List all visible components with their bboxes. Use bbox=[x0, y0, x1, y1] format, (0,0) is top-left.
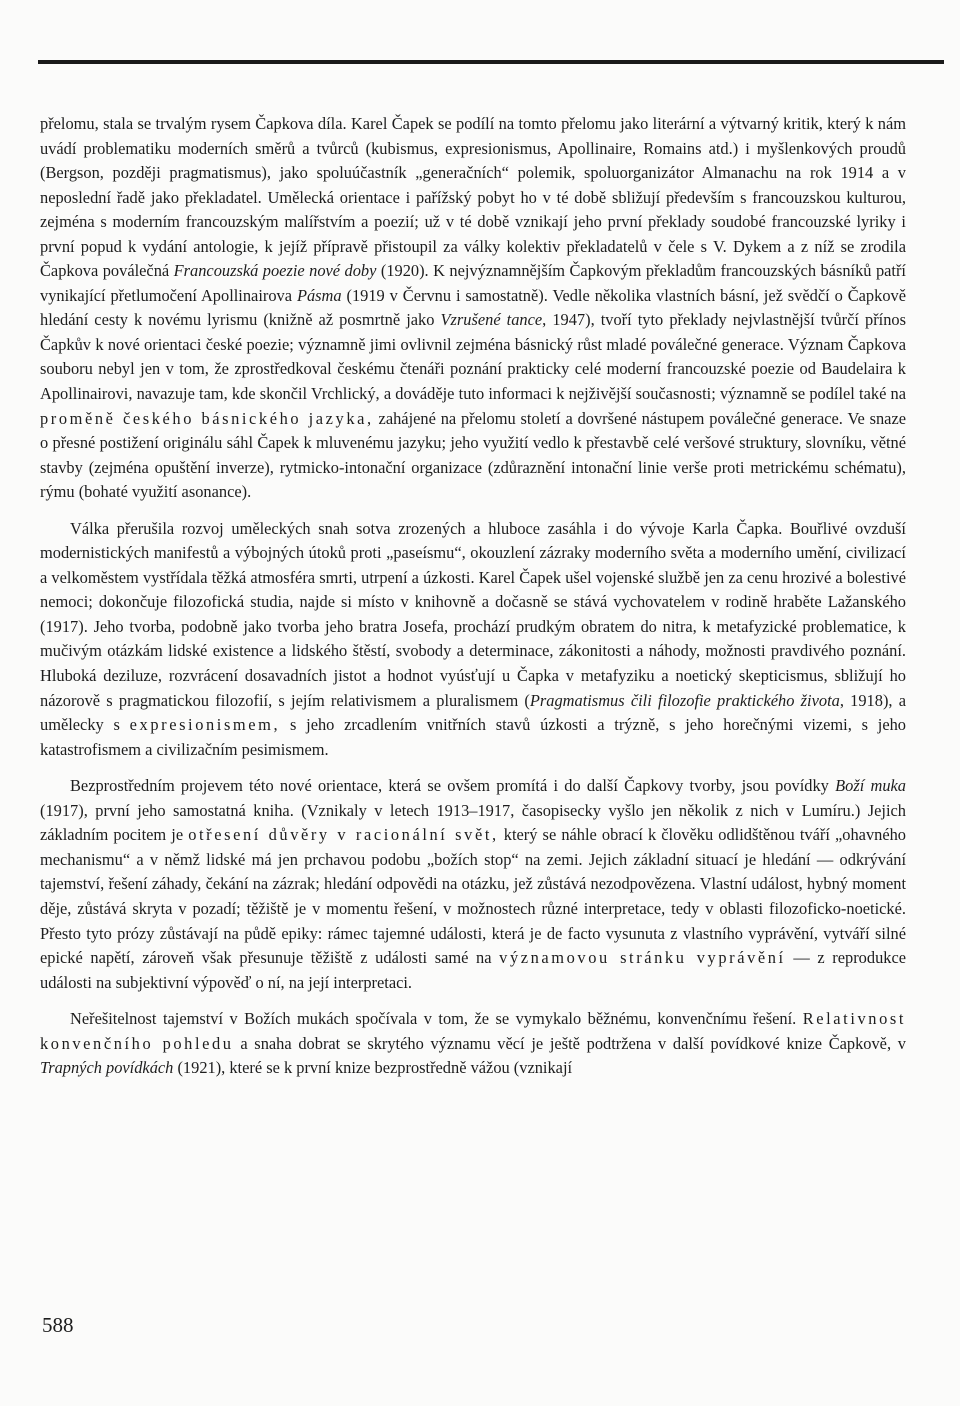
text-run: (1919 v Červnu i samostatně). Vedle několika vlastních básní, jež svědčí o Čapkově hledání cesty k novému lyrismu (knižně až posmrtně jako bbox=[40, 285, 906, 330]
paragraph bbox=[40, 1007, 906, 1081]
spaced-emphasis: Relativnost konvenčního pohledu bbox=[40, 1009, 906, 1053]
text-run: Neřešitelnost tajemství v Božích mukách spočívala v tom, že se vymykalo běžnému, konvenčnímu řešení. bbox=[70, 1009, 803, 1029]
paragraph bbox=[40, 517, 906, 762]
text-run: (1920). K nejvýznamnějším Čapkovým překladům francouzských básníků patří vynikající přetlumočení Apollinairova bbox=[40, 261, 906, 305]
text-run: , 1918), a umělecky s bbox=[40, 690, 907, 735]
text-run: a snaha dobrat se skrytého významu věcí je ještě podtržena v další povídkové knize Čapkově, v bbox=[233, 1033, 906, 1053]
top-rule bbox=[38, 60, 944, 64]
text-run: — z reprodukce události na subjektivní výpověď o ní, na její interpretaci. bbox=[40, 948, 907, 992]
italic-title: Francouzská poezie nové doby bbox=[173, 261, 377, 281]
spaced-emphasis: významovou stránku vyprávění bbox=[499, 948, 786, 968]
text-run: , 1947), tvoří tyto překlady nejvlastnější tvůrčí přínos Čapkův k nové orientaci české poezie; významně jimi ovlivnil zejména básnický růst mladé poválečné generace. Význam Čapkova souboru nebyl jen v tom, že zprostředkoval českému čtenáři poznání prakticky celé moderní francouzské poezie od Baudelaira k Apollinairovi, navazuje tam, kde skončil Vrchlický, a dováděje tuto informaci k nejživější současnosti; významně se podílel také na bbox=[40, 310, 907, 404]
text-run: zahájené na přelomu století a dovršené nástupem poválečné generace. Ve snaze o přesné postižení originálu sáhl Čapek k mluvenému jazyku; jeho využití vedlo k přestavbě celé veršové struktury, slovníku, větné stavby (zejména opuštění inverze), rytmicko-intonační organizace (zdůraznění intonační linie verše proti metrickému schématu), rýmu (bohaté využití asonance). bbox=[40, 408, 906, 502]
paragraph bbox=[40, 774, 906, 995]
body-text bbox=[40, 112, 906, 1081]
text-run: (1917), první jeho samostatná kniha. (Vznikaly v letech 1913–1917, časopisecky vyšlo jen několik z nich v Lumíru.) Jejich základním pocitem je bbox=[40, 800, 906, 845]
page-number: 588 bbox=[42, 1313, 74, 1337]
text-run: přelomu, stala se trvalým rysem Čapkova díla. Karel Čapek se podílí na tomto přelomu jako literární a výtvarný kritik, který k nám uvádí problematiku moderních směrů a tvůrců (kubismus, expresionismus, Apollinaire, Romains atd.) i myšlenkových proudů (Bergson, později pragmatismus), jako spoluúčastník „generačních“ polemik, spoluorganizátor Almanachu na rok 1914 a v neposlední řadě jako překladatel. Umělecká orientace i pařížský pobyt ho v té době sbližují především s francouzskou kulturou, zejména s moderním francouzským malířstvím a poezií; už v té době vznikají jeho první překlady soudobé francouzské lyriky i první popud k vydání antologie, k jejíž přípravě přistoupil za války kolektiv překladatelů v čele s V. Dykem a z níž se zrodila Čapkova poválečná bbox=[40, 114, 906, 281]
text-run: s jeho zrcadlením vnitřních stavů úzkosti a trýzně, s jeho horečnými vizemi, s jeho katastrofismem a civilizačním pesimismem. bbox=[40, 715, 906, 759]
spaced-emphasis: otřesení důvěry v racionální svět, bbox=[188, 825, 499, 845]
italic-title: Trapných povídkách bbox=[40, 1058, 174, 1078]
italic-title: Boží muka bbox=[835, 776, 906, 796]
text-run: Bezprostředním projevem této nové orientace, která se ovšem promítá i do další Čapkovy tvorby, jsou povídky bbox=[70, 776, 836, 796]
italic-title: Pragmatismus čili filozofie praktického života bbox=[529, 690, 840, 710]
spaced-emphasis: proměně českého básnického jazyka, bbox=[40, 408, 374, 428]
spaced-emphasis: expresionismem, bbox=[129, 715, 281, 735]
text-run: který se náhle obrací k člověku odlidštěnou tváří „ohavného mechanismu“ a v němž lidské má jen prchavou podobu „božích stop“ na zemi. Jejich základní situací je hledání — odkrývání tajemství, řešení záhady, čekání na zázrak; hledání odpovědi na otázku, jež zůstává nezodpovězena. Vlastní událost, hybný moment děje, zůstává skryta v pozadí; těžiště je v momentu řešení, v možnostech různé interpretace, tedy v oblasti filozoficko-noetické. Přesto tyto prózy zůstávají na půdě epiky: rámec tajemné události, která je de facto vysunuta z vlastního vyprávění, vytváří silné epické napětí, zároveň však přesunuje těžiště z události samé na bbox=[40, 825, 906, 968]
italic-title: Pásma bbox=[296, 285, 342, 305]
italic-title: Vzrušené tance bbox=[440, 310, 543, 330]
text-run: (1921), které se k první knize bezprostředně vážou (vznikají bbox=[173, 1058, 573, 1078]
text-run: Válka přerušila rozvoj uměleckých snah sotva zrozených a hluboce zasáhla i do vývoje Karla Čapka. Bouřlivé ovzduší modernistických manifestů a výbojných útoků proti „paseísmu“, okouzlení zázraky moderního světa a moderního umění, civilizací a velkoměstem vystřídala těžká atmosféra smrti, utrpení a úzkosti. Karel Čapek ušel vojenské službě jen za cenu hrozivé a bolestivé nemoci; dokončuje filozofická studia, najde si místo v knihovně a dočasně se stává vychovatelem v rodině hraběte Lažanského (1917). Jeho tvorba, podobně jako tvorba jeho bratra Josefa, prochází prudkým obratem do nitra, k metafyzické problematice, k mučivým otázkám lidské existence a lidského štěstí, svobody a determinace, zákonitosti a náhody, možnosti pravdivého poznání. Hluboká deziluze, rozvrácení dosavadních jistot a hodnot vyúsťují u Čapka v metafyziku a noetický skepticismus, sbližují ho názorově s pragmatickou filozofií, s jejím relativismem a pluralismem ( bbox=[40, 518, 906, 710]
paragraph bbox=[40, 112, 906, 505]
